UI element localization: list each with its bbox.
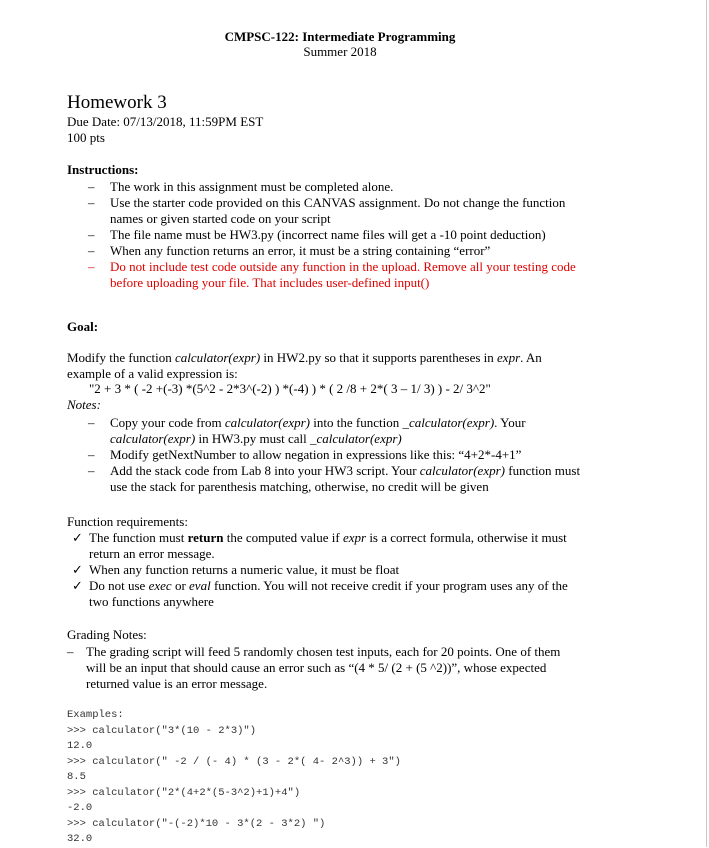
dash-icon: – bbox=[88, 415, 95, 430]
list-item: – Use the starter code provided on this CANVAS assignment. Do not change the function names or given started code on your script bbox=[88, 195, 566, 226]
check-icon: ✓ bbox=[72, 578, 83, 593]
list-item: – The file name must be HW3.py (incorrect name files will get a -10 point deduction) bbox=[88, 227, 546, 242]
dash-icon: – bbox=[88, 227, 95, 242]
example-expression: "2 + 3 * ( -2 +(-3) *(5^2 - 2*3^(-2) ) *(-4) ) * ( 2 /8 + 2*( 3 – 1/ 3) ) - 2/ 3^2" bbox=[89, 381, 491, 396]
dash-icon: – bbox=[88, 243, 95, 258]
dash-icon: – bbox=[88, 447, 95, 462]
example-line: -2.0 bbox=[67, 802, 93, 814]
page-edge-line bbox=[706, 0, 707, 847]
course-term: Summer 2018 bbox=[303, 44, 377, 59]
check-icon: ✓ bbox=[72, 562, 83, 577]
requirements-list bbox=[72, 530, 568, 610]
list-item-warning: – Do not include test code outside any function in the upload. Remove all your testing code before uploading your file. That includes user-defined input() bbox=[88, 259, 576, 290]
check-icon: ✓ bbox=[72, 530, 83, 545]
dash-icon: – bbox=[88, 179, 95, 194]
list-item: – Add the stack code from Lab 8 into your HW3 script. Your calculator(expr) function must use the stack for parenthesis matching, otherwise, no credit will be given bbox=[88, 463, 581, 494]
list-item: – When any function returns an error, it must be a string containing “error” bbox=[88, 243, 491, 258]
example-line: >>> calculator("3*(10 - 2*3)") bbox=[67, 724, 257, 737]
course-title: CMPSC-122: Intermediate Programming bbox=[224, 29, 456, 44]
due-date: Due Date: 07/13/2018, 11:59PM EST bbox=[67, 114, 264, 129]
goal-heading: Goal: bbox=[67, 319, 99, 334]
grading-heading: Grading Notes: bbox=[67, 627, 147, 642]
examples-block bbox=[67, 708, 401, 848]
notes-list bbox=[88, 415, 580, 495]
example-line: 12.0 bbox=[67, 740, 93, 752]
example-line: >>> calculator(" -2 / (- 4) * (3 - 2*( 4- 2^3)) + 3") bbox=[67, 755, 401, 768]
example-line: >>> calculator("-(-2)*10 - 3*(2 - 3*2) ") bbox=[67, 817, 326, 830]
dash-icon: – bbox=[88, 259, 95, 274]
list-item: – The grading script will feed 5 randomly chosen test inputs, each for 20 points. One of them will be an input that should cause an error such as “(4 * 5/ (2 + (5 ^2))”, whose expected returned value is an error message. bbox=[67, 644, 561, 691]
dash-icon: – bbox=[88, 463, 95, 478]
instructions-list bbox=[88, 179, 576, 291]
example-line: 8.5 bbox=[67, 771, 86, 783]
list-item: – The work in this assignment must be completed alone. bbox=[88, 179, 394, 194]
example-line: 32.0 bbox=[67, 833, 93, 845]
list-item: – Copy your code from calculator(expr) into the function _calculator(expr). Your calculator(expr) in HW3.py must call _calculator(expr) bbox=[88, 415, 526, 446]
instructions-heading: Instructions: bbox=[67, 162, 139, 177]
list-item: ✓ Do not use exec or eval function. You will not receive credit if your program uses any of the two functions anywhere bbox=[72, 578, 568, 609]
example-line: >>> calculator("2*(4+2*(5-3^2)+1)+4") bbox=[67, 786, 301, 799]
requirements-heading: Function requirements: bbox=[67, 514, 188, 529]
list-item: – Modify getNextNumber to allow negation in expressions like this: “4+2*-4+1” bbox=[88, 447, 522, 462]
homework-title: Homework 3 bbox=[67, 92, 167, 113]
grading-list bbox=[67, 644, 560, 692]
list-item: ✓ The function must return the computed value if expr is a correct formula, otherwise it must return an error message. bbox=[72, 530, 567, 561]
points: 100 pts bbox=[67, 130, 105, 145]
dash-icon: – bbox=[67, 644, 74, 659]
notes-label: Notes: bbox=[67, 397, 101, 412]
examples-label: Examples: bbox=[67, 709, 124, 721]
list-item: ✓ When any function returns a numeric value, it must be float bbox=[72, 562, 400, 577]
goal-paragraph: Modify the function calculator(expr) in HW2.py so that it supports parentheses in expr. An example of a valid expression is: bbox=[67, 350, 542, 381]
dash-icon: – bbox=[88, 195, 95, 210]
